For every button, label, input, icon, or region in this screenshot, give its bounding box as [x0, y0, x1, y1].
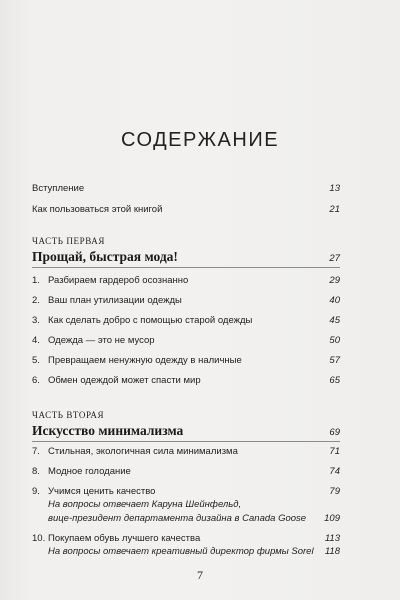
divider: [32, 267, 340, 268]
part-title-text: Прощай, быстрая мода!: [32, 249, 178, 264]
toc-chapter-4[interactable]: [32, 335, 340, 347]
toc-entry-label: Вступление: [32, 183, 85, 194]
toc-chapter-8[interactable]: [32, 466, 340, 478]
chapter-label: Обмен одеждой может спасти мир: [48, 375, 201, 386]
toc-entry-page: 21: [329, 204, 340, 215]
chapter-number: 3.: [32, 315, 40, 326]
toc-chapter-7[interactable]: [32, 446, 340, 458]
page-number: 7: [197, 568, 203, 582]
toc-entry-how-to-use[interactable]: [32, 204, 340, 216]
chapter-label: Модное голодание: [48, 466, 131, 477]
chapter-number: 6.: [32, 375, 40, 386]
interview-subline[interactable]: [48, 513, 340, 525]
part-title[interactable]: [32, 423, 340, 439]
chapter-page: 65: [329, 375, 340, 386]
toc-chapter-9[interactable]: [32, 486, 340, 498]
page-title: СОДЕРЖАНИЕ: [120, 129, 280, 151]
toc-chapter-1[interactable]: [32, 275, 340, 287]
chapter-number: 10.: [32, 533, 46, 544]
interview-subline[interactable]: [48, 546, 340, 558]
chapter-label: Разбираем гардероб осознанно: [48, 275, 189, 286]
chapter-page: 40: [329, 295, 340, 306]
chapter-page: 50: [329, 335, 340, 346]
chapter-label: Покупаем обувь лучшего качества: [48, 533, 201, 544]
toc-chapter-5[interactable]: [32, 355, 340, 367]
chapter-page: 71: [329, 446, 340, 457]
chapter-number: 1.: [32, 275, 40, 286]
chapter-number: 8.: [32, 466, 40, 477]
interview-text: На вопросы отвечает Каруна Шейнфельд,: [48, 499, 242, 510]
chapter-page: 113: [324, 533, 340, 544]
chapter-number: 9.: [32, 486, 40, 497]
toc-chapter-6[interactable]: [32, 375, 340, 387]
toc-entry-intro[interactable]: [32, 183, 340, 195]
interview-text: На вопросы отвечает креативный директор фирмы Sorel: [48, 546, 314, 557]
toc-chapter-3[interactable]: [32, 315, 340, 327]
chapter-page: 45: [329, 315, 340, 326]
part-label: ЧАСТЬ ПЕРВАЯ: [32, 236, 105, 246]
chapter-label: Как сделать добро с помощью старой одежды: [48, 315, 253, 326]
toc-chapter-2[interactable]: [32, 295, 340, 307]
part-title-page: 69: [329, 427, 340, 438]
chapter-number: 4.: [32, 335, 40, 346]
part-label: ЧАСТЬ ВТОРАЯ: [32, 410, 105, 420]
part-title-text: Искусство минимализма: [32, 423, 184, 438]
chapter-number: 5.: [32, 355, 40, 366]
divider: [32, 441, 340, 442]
interview-subline: [48, 499, 340, 511]
chapter-page: 74: [329, 466, 340, 477]
chapter-page: 79: [329, 486, 340, 497]
chapter-number: 7.: [32, 446, 40, 457]
toc-entry-page: 13: [329, 183, 340, 194]
chapter-label: Превращаем ненужную одежду в наличные: [48, 355, 242, 366]
chapter-label: Стильная, экологичная сила минимализма: [48, 446, 238, 457]
interview-text: вице-президент департамента дизайна в Canada Goose: [48, 513, 307, 524]
interview-page: 109: [324, 513, 340, 524]
chapter-page: 29: [329, 275, 340, 286]
interview-page: 118: [324, 546, 340, 557]
chapter-label: Ваш план утилизации одежды: [48, 295, 182, 306]
chapter-label: Одежда — это не мусор: [48, 335, 155, 346]
chapter-number: 2.: [32, 295, 40, 306]
chapter-page: 57: [329, 355, 340, 366]
part-title[interactable]: [32, 249, 340, 265]
part-title-page: 27: [329, 253, 340, 264]
toc-chapter-10[interactable]: [32, 533, 340, 545]
toc-entry-label: Как пользоваться этой книгой: [32, 204, 163, 215]
chapter-label: Учимся ценить качество: [48, 486, 156, 497]
